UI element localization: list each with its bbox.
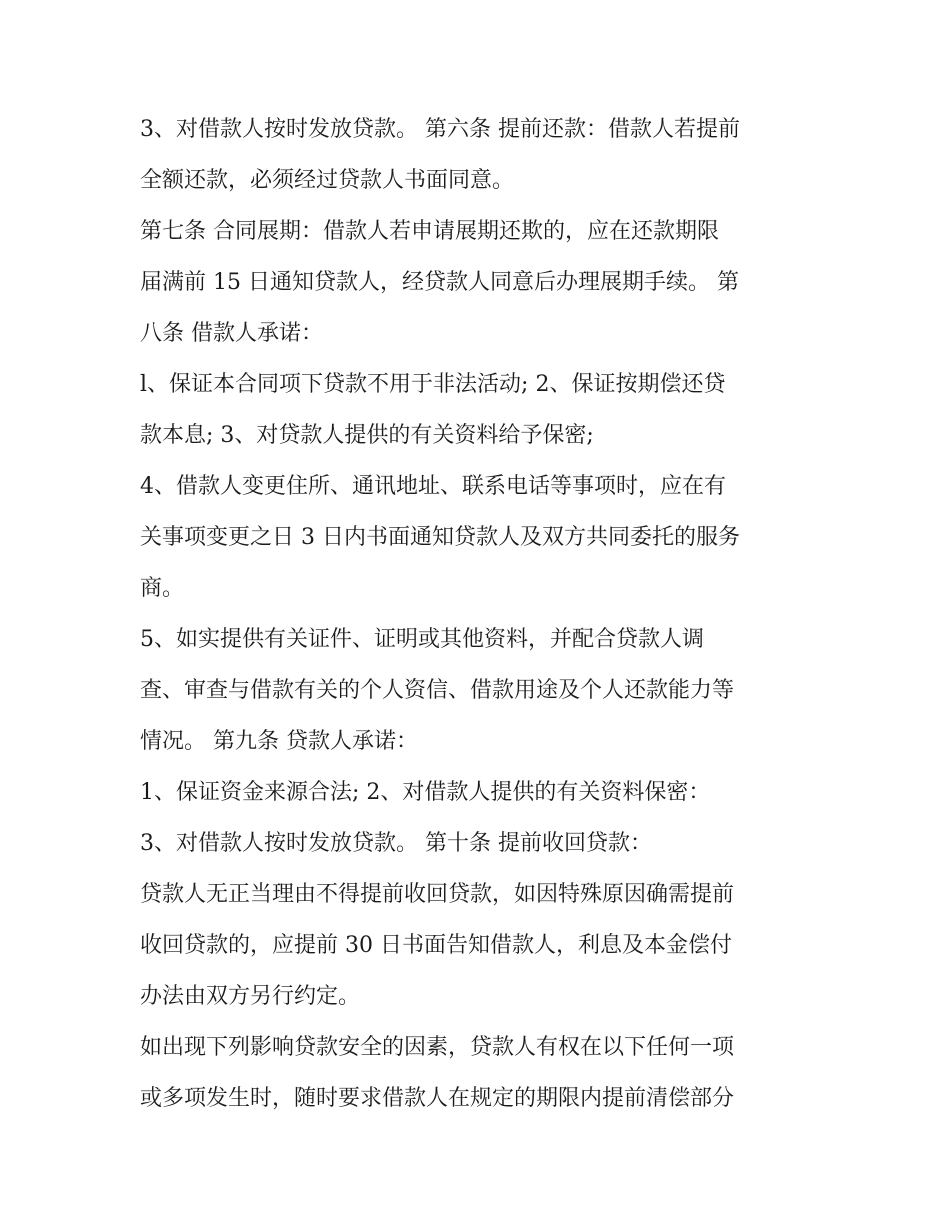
text-line: 3、对借款人按时发放贷款。 第十条 提前收回贷款： [140,831,652,856]
text-line: 关事项变更之日 3 日内书面通知贷款人及双方共同委托的服务 [140,525,740,550]
text-line: 办法由双方另行约定。 [140,984,361,1009]
text-line: 或多项发生时，随时要求借款人在规定的期限内提前清偿部分 [140,1086,735,1111]
text-line: 4、借款人变更住所、通讯地址、联系电话等事项时，应在有 [140,474,726,499]
text-line: 收回贷款的，应提前 30 日书面告知借款人，利息及本金偿付 [140,933,732,958]
text-line: 如出现下列影响贷款安全的因素，贷款人有权在以下任何一项 [140,1035,735,1060]
text-line: 全额还款，必须经过贷款人书面同意。 [140,168,515,193]
contract-text [140,104,820,1124]
text-line: 1、保证资金来源合法; 2、对借款人提供的有关资料保密： [140,780,711,805]
text-line: 第七条 合同展期：借款人若申请展期还欺的，应在还款期限 [140,219,719,244]
text-line: 5、如实提供有关证件、证明或其他资料，并配合贷款人调 [140,627,704,652]
text-line: l、保证本合同项下贷款不用于非法活动; 2、保证按期偿还贷 [140,372,726,397]
text-line: 情况。 第九条 贷款人承诺： [140,729,418,754]
text-line: 贷款人无正当理由不得提前收回贷款，如因特殊原因确需提前 [140,882,735,907]
text-line: 3、对借款人按时发放贷款。 第六条 提前还款：借款人若提前 [140,117,740,142]
text-line: 届满前 15 日通知贷款人，经贷款人同意后办理展期手续。 第 [140,270,739,295]
text-line: 八条 借款人承诺： [140,321,323,346]
text-line: 商。 [140,576,185,601]
text-line: 查、审查与借款有关的个人资信、借款用途及个人还款能力等 [140,678,735,703]
text-line: 款本息; 3、对贷款人提供的有关资料给予保密; [140,423,594,448]
